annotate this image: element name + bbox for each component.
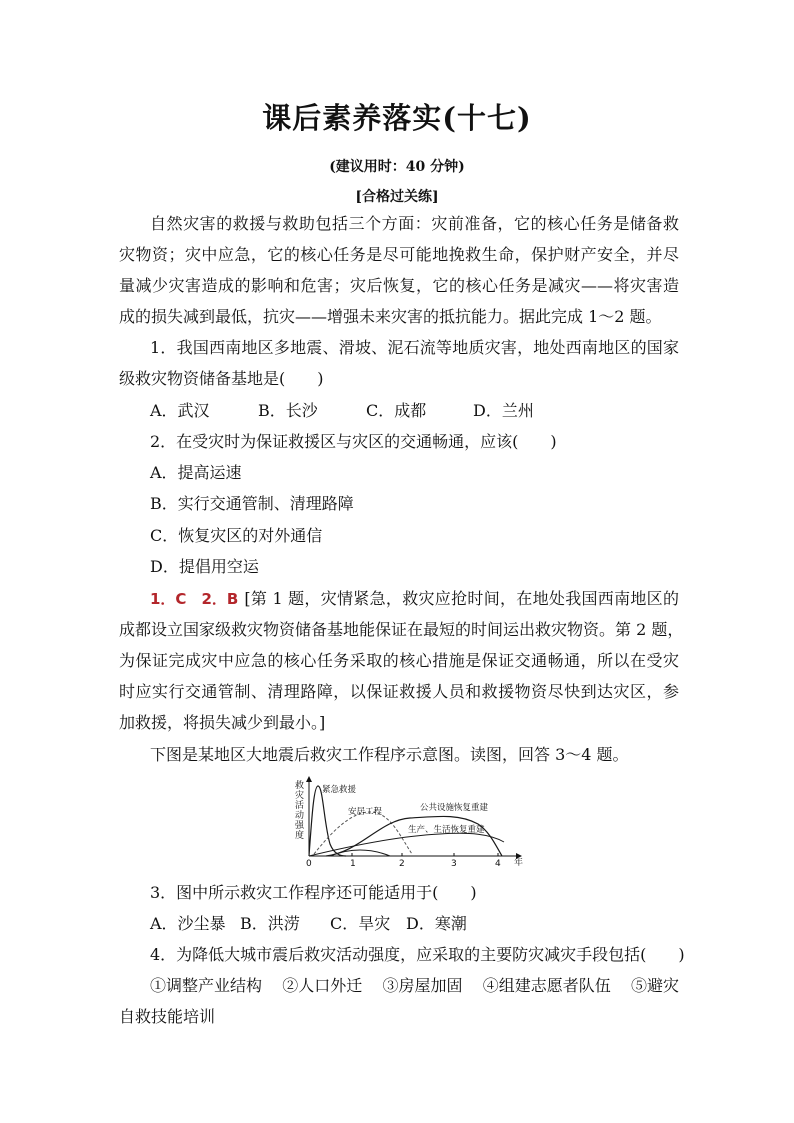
q4-stem: 4．为降低大城市震后救灾活动强度，应采取的主要防灾减灾手段包括( ) [150,945,685,964]
curve-labels [322,784,489,835]
label-public: 公共设施恢复重建 [420,803,489,813]
q4-item-cont: 自救技能培训 [119,1007,216,1026]
tick-label: 1 [350,859,356,866]
q4-item: ⑤避灾 [630,976,679,995]
y-label-char: 活 [295,801,305,811]
intro-line: 量减少灾害造成的影响和危害；灾后恢复，它的核心任务是减灾——将灾害造 [119,276,679,295]
figure-intro: 下图是某地区大地震后救灾工作程序示意图。读图，回答 3～4 题。 [150,745,629,764]
intro-line: 自然灾害的救援与救助包括三个方面：灾前准备，它的核心任务是储备救 [150,214,679,233]
y-axis-label [295,779,305,841]
q4-items [150,976,679,996]
tick-label: 0 [306,859,312,866]
q4-item: ②人口外迁 [282,976,363,995]
answer-line: [第 1 题，灾情紧急，救灾应抢时间，在地处我国西南地区的 [244,589,679,608]
q1-option-a[interactable]: A．武汉 [150,401,210,420]
q2-option-b[interactable]: B．实行交通管制、清理路障 [150,494,354,513]
answer-key: 1．C 2．B [150,590,239,608]
time-note: (建议用时：40 分钟) [329,159,465,175]
q3-option-b[interactable]: B．洪涝 [240,914,300,933]
y-label-char: 灾 [295,791,305,801]
q4-item: ④组建志愿者队伍 [482,976,611,995]
q2-stem: 2．在受灾时为保证救援区与灾区的交通畅通，应该( ) [150,432,557,451]
production-curve [309,833,504,856]
q3-stem: 3．图中所示救灾工作程序还可能适用于( ) [150,883,477,902]
answer-first-line [150,589,679,609]
q4-item: ③房屋加固 [382,976,463,995]
answer-line: 加救援，将损失减少到最小。] [119,713,326,732]
intro-line: 成的损失减到最低，抗灾——增强未来灾害的抵抗能力。据此完成 1～2 题。 [119,307,662,326]
tick-label: 3 [451,859,457,866]
relief-diagram-svg [290,774,530,866]
q3-option-d[interactable]: D．寒潮 [406,914,467,933]
q3-option-a[interactable]: A．沙尘暴 [150,914,226,933]
answer-line: 时应实行交通管制、清理路障，以保证救援人员和救援物资尽快到达灾区，参 [119,682,679,701]
housing-curve [314,812,412,854]
x-tick-labels [306,856,523,866]
page-title: 课后素养落实(十七) [262,101,532,135]
y-label-char: 救 [295,781,305,791]
y-axis-arrow [306,776,312,782]
y-label-char: 强 [295,821,305,831]
q1-option-d[interactable]: D．兰州 [473,401,534,420]
q1-option-c[interactable]: C．成都 [366,401,427,420]
answer-line: 成都设立国家级救灾物资储备基地能保证在最短的时间运出救灾物资。第 2 题， [119,620,684,639]
relief-program-diagram [290,774,530,866]
label-production: 生产、生活恢复重建 [408,825,485,835]
label-housing: 安居工程 [348,807,383,817]
tick-label: 2 [399,859,405,866]
x-axis-label: 年 [514,858,524,866]
section-heading: [合格过关练] [355,189,439,205]
emergency-curve [309,786,346,856]
tick-label: 4 [495,859,501,866]
q1-option-b[interactable]: B．长沙 [258,401,318,420]
q2-option-c[interactable]: C．恢复灾区的对外通信 [150,526,323,545]
q2-option-d[interactable]: D．提倡用空运 [150,557,259,576]
q3-option-c[interactable]: C．旱灾 [330,914,391,933]
label-emergency: 紧急救援 [322,785,357,795]
q1-stem: 1．我国西南地区多地震、滑坡、泥石流等地质灾害，地处西南地区的国家 [150,338,679,357]
q1-stem-cont: 级救灾物资储备基地是( ) [119,369,324,388]
intro-line: 灾物资；灾中应急，它的核心任务是尽可能地挽救生命，保护财产安全，并尽 [119,245,679,264]
q4-item: ①调整产业结构 [150,976,263,995]
y-label-char: 动 [295,811,305,821]
answer-line: 为保证完成灾中应急的核心任务采取的核心措施是保证交通畅通，所以在受灾 [119,651,679,670]
y-label-char: 度 [295,831,305,841]
q2-option-a[interactable]: A．提高运速 [150,463,242,482]
